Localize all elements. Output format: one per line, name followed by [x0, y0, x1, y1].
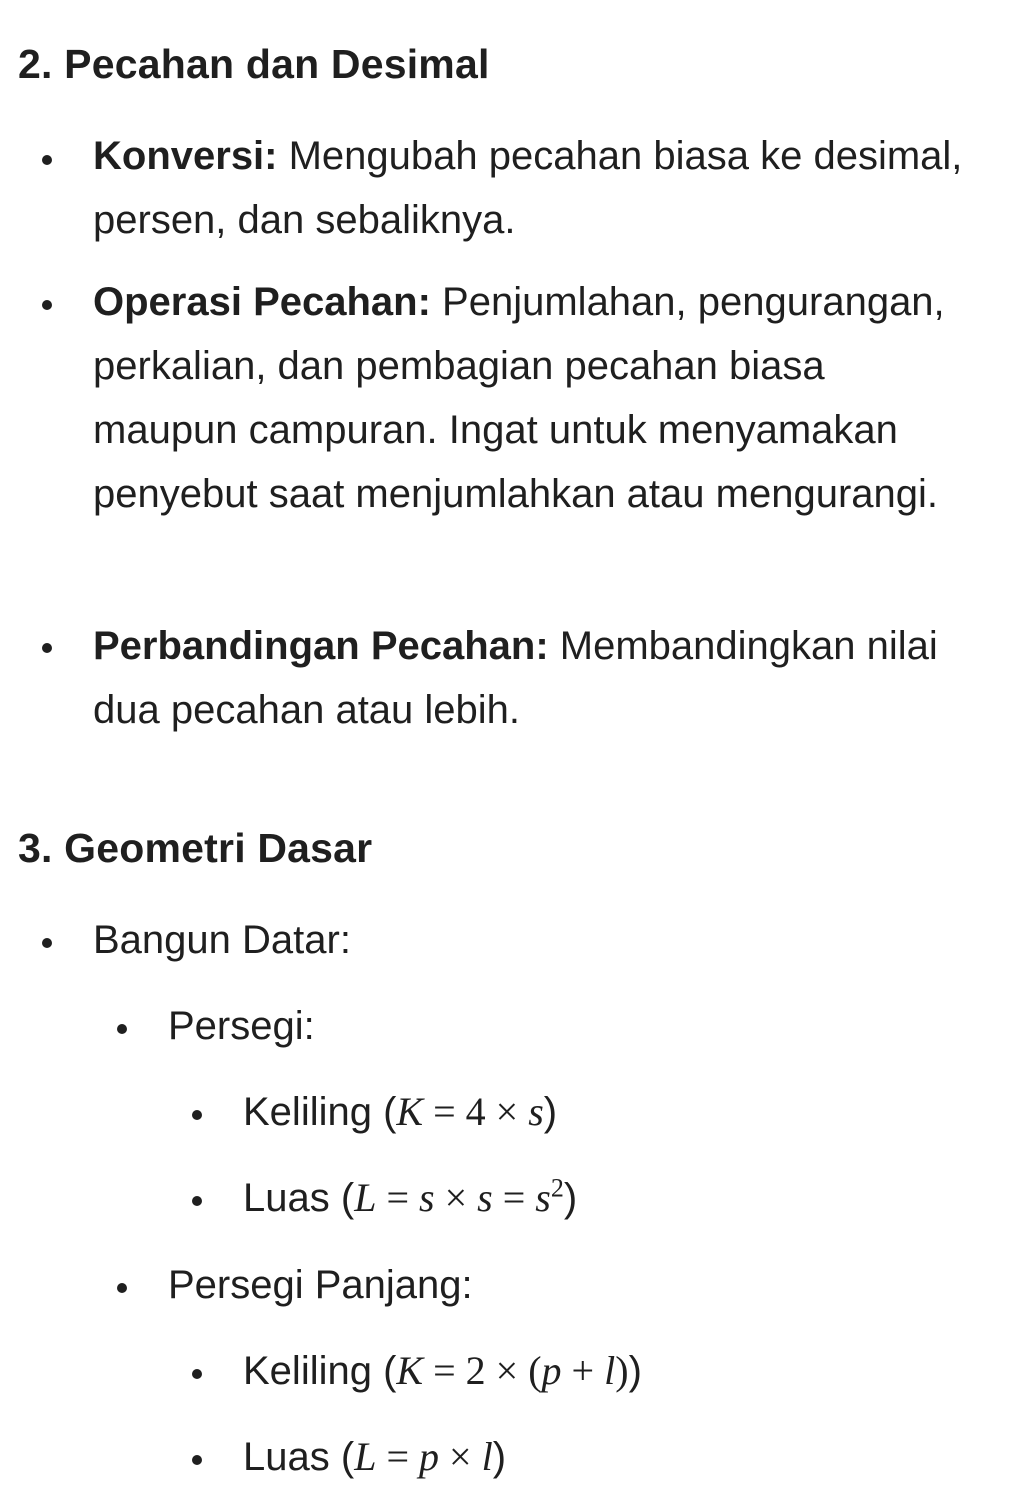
bullet-icon: [42, 643, 52, 653]
bullet-icon: [42, 300, 52, 310]
bullet-icon: [117, 1024, 127, 1034]
list-item-operasi-pecahan: [93, 270, 973, 526]
label-luas: Luas: [243, 1176, 330, 1220]
list-item-bangun-datar: [93, 908, 973, 972]
label-persegi: Persegi:: [168, 1004, 315, 1048]
bullet-icon: [42, 938, 52, 948]
list-item-perbandingan-pecahan: [93, 614, 973, 742]
section-heading-geometri-dasar: 3. Geometri Dasar: [18, 825, 373, 871]
list-item-persegi-panjang-keliling: Keliling (K = 2 × (p + l)): [243, 1348, 642, 1393]
label-keliling: Keliling: [243, 1090, 372, 1134]
desc-konversi: Mengubah pecahan biasa ke desimal, persen, dan sebaliknya.: [93, 134, 963, 242]
list-item-persegi-keliling: Keliling (K = 4 × s): [243, 1089, 558, 1134]
formula-persegi-keliling: K = 4 × s: [396, 1089, 544, 1134]
term-konversi: Konversi:: [93, 134, 278, 178]
bullet-icon: [192, 1110, 202, 1120]
bullet-icon: [117, 1283, 127, 1293]
desc-perbandingan-pecahan: Membandingkan nilai dua pecahan atau lebih.: [93, 624, 938, 732]
list-item-konversi: [93, 124, 973, 252]
list-item-persegi-panjang: [168, 1253, 968, 1317]
formula-persegi-luas: $L = s \times s = s^2$: [354, 1173, 564, 1220]
section-heading-pecahan-desimal: 2. Pecahan dan Desimal: [18, 41, 490, 87]
label-keliling: Keliling: [243, 1349, 372, 1393]
term-perbandingan-pecahan: Perbandingan Pecahan:: [93, 624, 549, 668]
label-persegi-panjang: Persegi Panjang:: [168, 1263, 473, 1307]
desc-operasi-pecahan: Penjumlahan, pengurangan, perkalian, dan pembagian pecahan biasa maupun campuran. Ingat untuk menyamakan penyebut saat menjumlahkan atau mengurangi.: [93, 280, 945, 516]
bullet-icon: [192, 1369, 202, 1379]
list-item-persegi-panjang-luas: Luas (L = p × l): [243, 1434, 507, 1479]
bullet-icon: [192, 1196, 202, 1206]
bullet-icon: [42, 155, 52, 165]
label-bangun-datar: Bangun Datar:: [93, 918, 351, 962]
label-luas: Luas: [243, 1435, 330, 1479]
list-item-persegi: [168, 994, 968, 1058]
list-item-persegi-luas: Luas $(L = s \times s = s^2)$: [243, 1173, 578, 1220]
term-operasi-pecahan: Operasi Pecahan:: [93, 280, 431, 324]
bullet-icon: [192, 1455, 202, 1465]
formula-persegi-panjang-luas: L = p × l: [354, 1434, 493, 1479]
formula-persegi-panjang-keliling: K = 2 × (p + l): [396, 1348, 629, 1393]
